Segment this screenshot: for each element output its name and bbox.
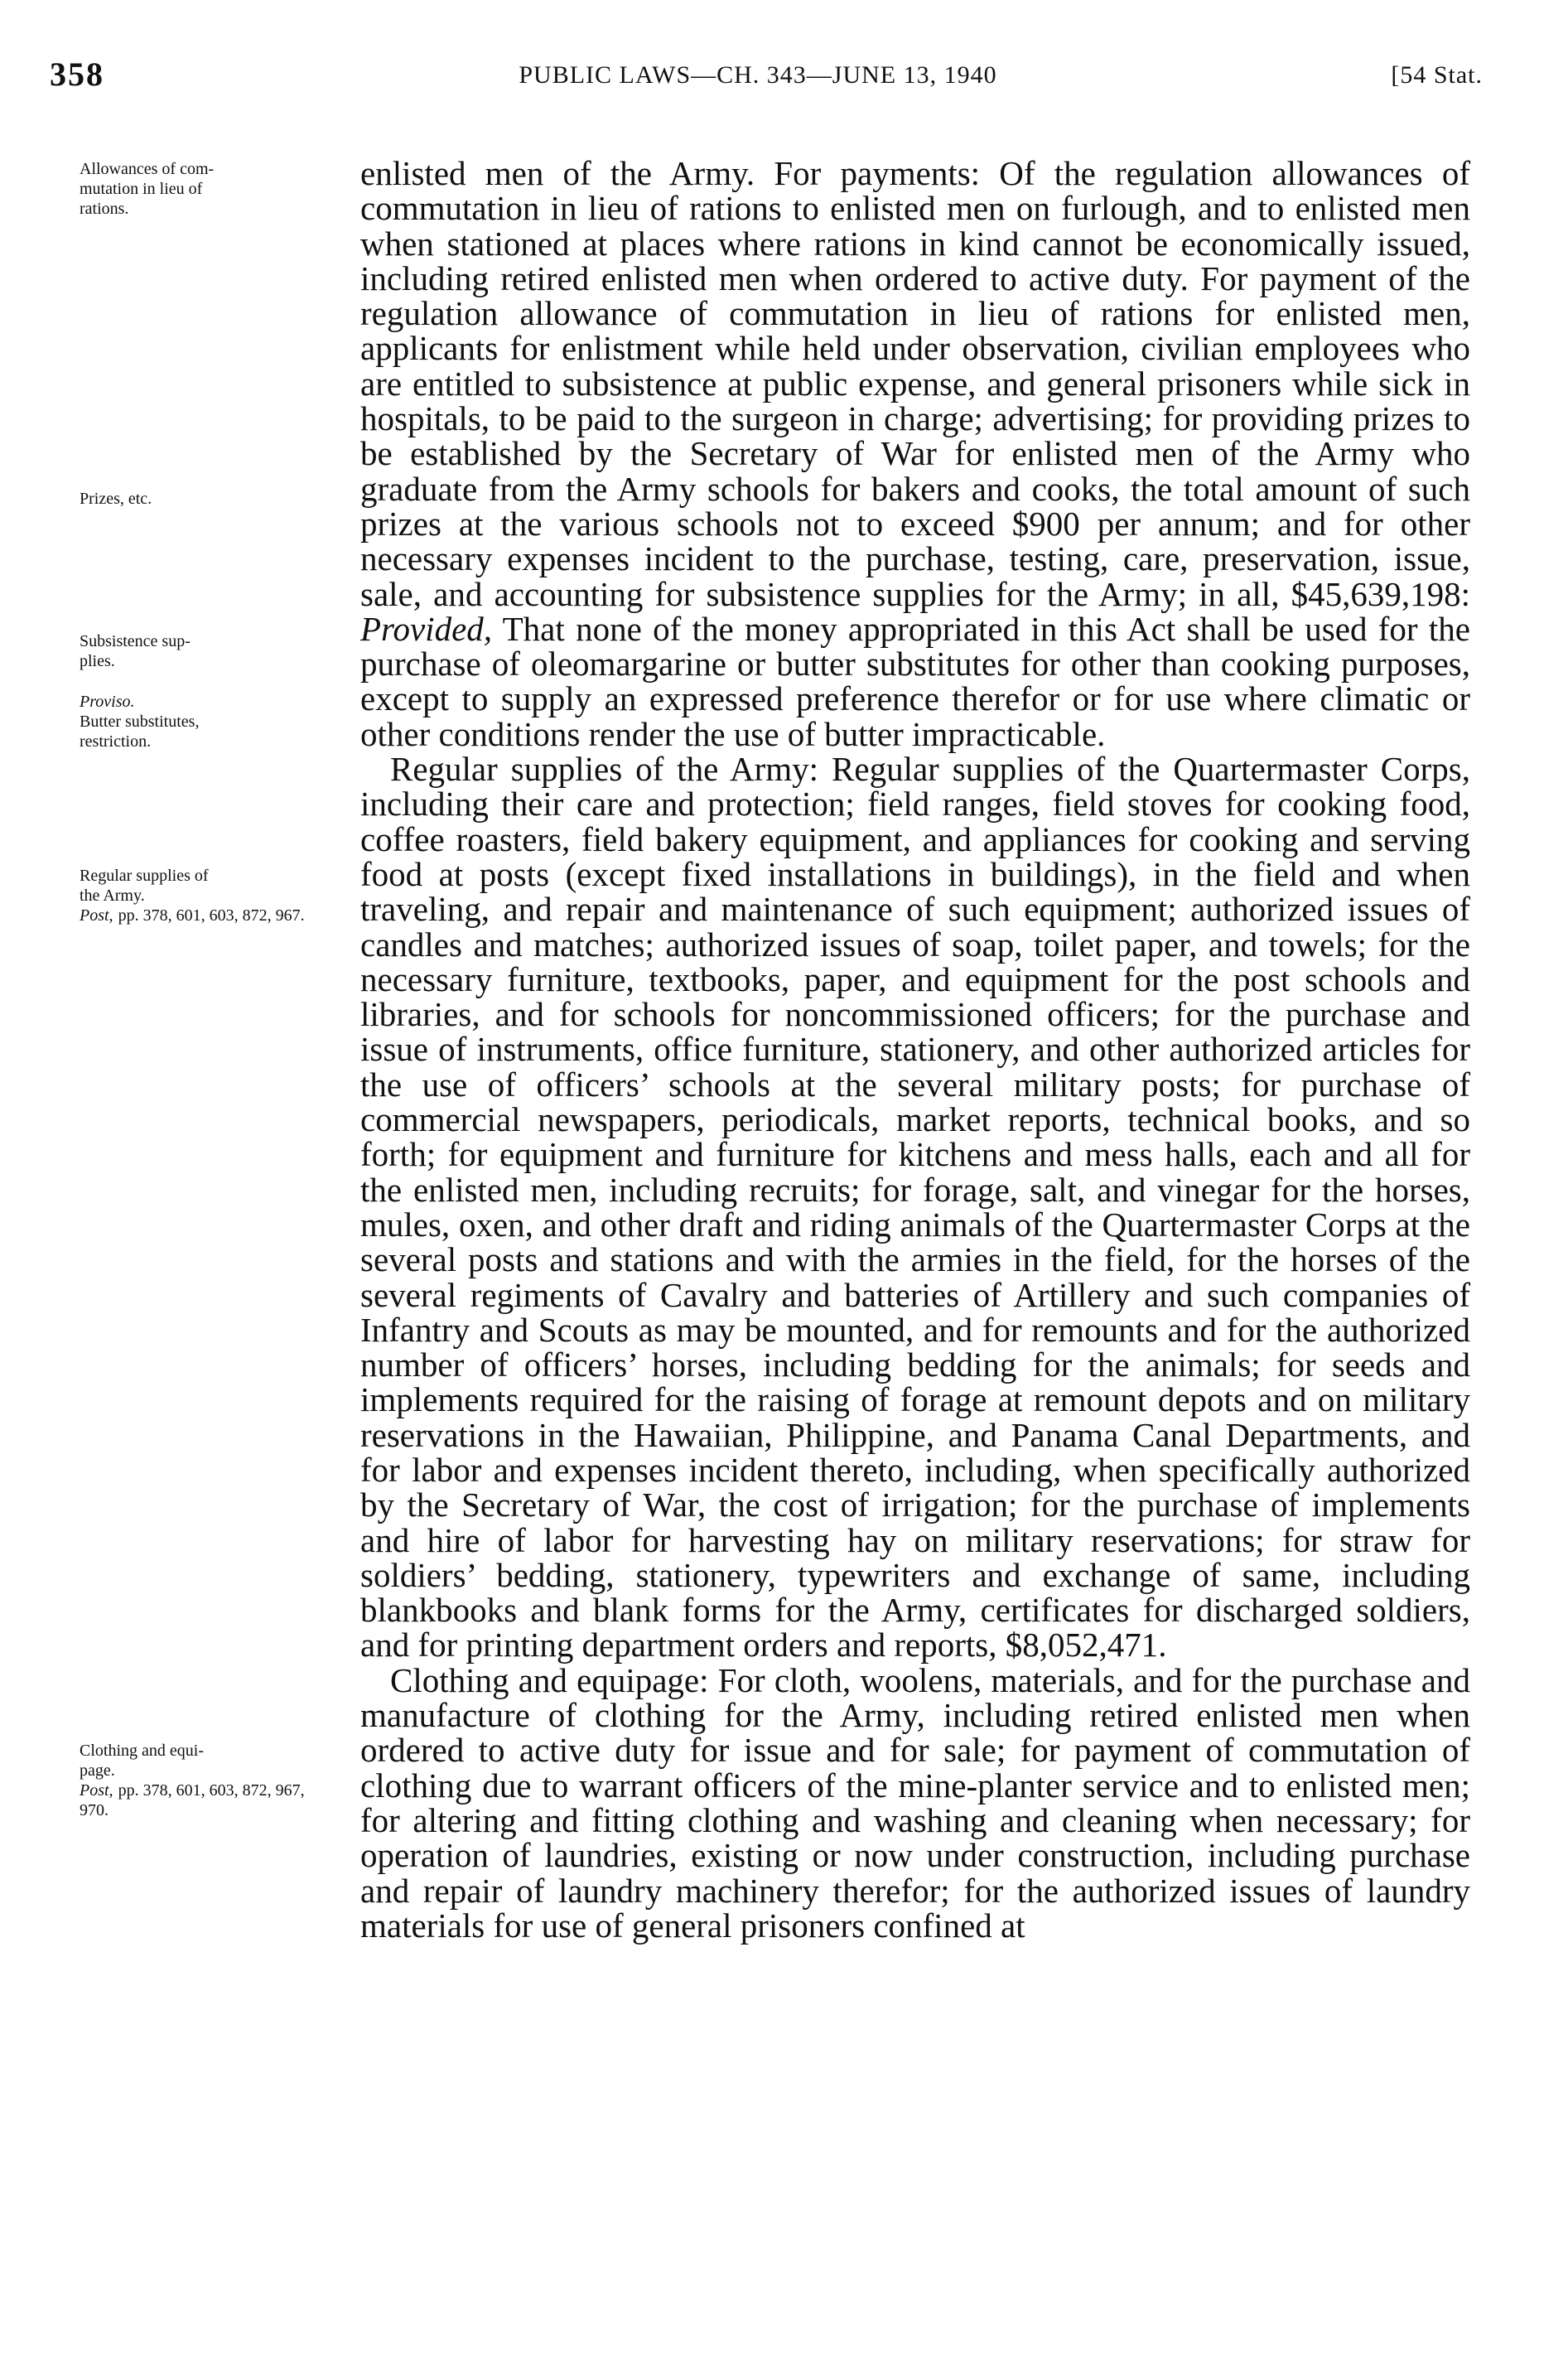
margin-note-allowances <box>80 159 328 219</box>
volume-reference: [54 Stat. <box>1391 61 1483 89</box>
margin-note-pages: pp. 378, 601, 603, 872, 967, 970. <box>80 1781 305 1819</box>
margin-note-line: Prizes, etc. <box>80 490 152 508</box>
proviso-word: Provided, <box>360 609 493 648</box>
paragraph-regular-supplies: Regular supplies of the Army: Regular supplies of the Quartermaster Corps, including their care and protection; field ranges, field stoves for cooking food, coffee roasters, field bakery equipment, and appliances for cooking and serving food at posts (except fixed installations in buildings), in the field and when traveling, and repair and maintenance of such equipment; authorized issues of candles and matches; authorized issues of soap, toilet paper, and towels; for the necessary furniture, textbooks, paper, and equipment for the post schools and libraries, and for schools for noncommissioned officers; for the purchase and issue of instruments, office furniture, stationery, and other authorized articles for the use of officers’ schools at the several military posts; for purchase of commercial newspapers, periodicals, market reports, technical books, and so forth; for equipment and furniture for kitchens and mess halls, each and all for the enlisted men, including recruits; for forage, salt, and vinegar for the horses, mules, oxen, and other draft and riding animals of the Quartermaster Corps at the several posts and stations and with the armies in the field, for the horses of the several regiments of Cavalry and batteries of Artillery and such companies of Infantry and Scouts as may be mounted, and for remounts and for the authorized number of officers’ horses, including bedding for the animals; for seeds and implements required for the raising of forage at remount depots and on military reservations in the Hawaiian, Philippine, and Panama Canal Departments, and for labor and expenses incident thereto, including, when specifically authorized by the Secretary of War, the cost of irrigation; for the purchase of implements and hire of labor for harvesting hay on military reservations; for straw for soldiers’ bedding, stationery, typewriters and exchange of same, including blankbooks and blank forms for the Army, certificates for discharged soldiers, and for printing department orders and reports, $8,052,471. <box>360 750 1470 1664</box>
margin-note-pages: pp. 378, 601, 603, 872, 967. <box>118 906 305 925</box>
margin-note-line: page. <box>80 1761 115 1780</box>
margin-note-crossref <box>80 906 328 925</box>
margin-note-regular-supplies <box>80 866 328 925</box>
margin-note-subsistence <box>80 631 328 671</box>
margin-note-line: plies. <box>80 652 115 670</box>
margin-note-proviso <box>80 692 328 751</box>
paragraph-text: enlisted men of the Army. For payments: Of the regulation allowances of commutation in lieu of rations to enlisted men on furlough, and to enlisted men when stationed at places where rations in kind cannot be economically issued, including retired enlisted men when ordered to active duty. For payment of the regulation allowance of commutation in lieu of rations for enlisted men, applicants for enlistment while held under observation, civilian employees who are entitled to subsistence at public expense, and general prisoners while sick in hospitals, to be paid to the surgeon in charge; advertising; for providing prizes to be established by the Secretary of War for enlisted men of the Army who graduate from the Army schools for bakers and cooks, the total amount of such prizes at the various schools not to exceed $900 per annum; and for other necessary expenses incident to the purchase, testing, care, preservation, issue, sale, and accounting for subsistence supplies for the Army; in all, $45,639,198: <box>360 154 1470 613</box>
paragraph-text: That none of the money appropriated in this Act shall be used for the purchase of oleomargarine or butter substitutes for other than cooking purposes, except to supply an expressed preference therefor or for use where climatic or other conditions render the use of butter impracticable. <box>360 609 1470 753</box>
margin-note-line: Allowances of com- <box>80 160 215 178</box>
page-number: 358 <box>50 56 104 93</box>
paragraph-subsistence <box>360 156 1470 751</box>
statute-body <box>360 156 1470 1943</box>
margin-note-line: Butter substitutes, <box>80 713 200 731</box>
margin-note-line: Regular supplies of <box>80 867 209 885</box>
margin-note-prizes <box>80 489 328 509</box>
margin-note-line: mutation in lieu of <box>80 180 203 198</box>
margin-note-line: rations. <box>80 200 129 218</box>
margin-note-line: Clothing and equi- <box>80 1742 204 1760</box>
margin-note-line: the Army. <box>80 887 145 905</box>
margin-note-post: Post, <box>80 906 113 925</box>
margin-note-crossref <box>80 1780 328 1820</box>
margin-note-post: Post, <box>80 1781 113 1800</box>
running-title: PUBLIC LAWS—CH. 343—JUNE 13, 1940 <box>519 61 997 89</box>
margin-note-line: restriction. <box>80 732 152 751</box>
page-header <box>33 55 1483 104</box>
paragraph-clothing: Clothing and equipage: For cloth, woolens, materials, and for the purchase and manufacture of clothing for the Army, including retired enlisted men when ordered to active duty for issue and for sale; for payment of commutation of clothing due to warrant officers of the mine-planter service and to enlisted men; for altering and fitting clothing and washing and cleaning when necessary; for operation of laundries, existing or now under construction, including purchase and repair of laundry machinery therefor; for the authorized issues of laundry materials for use of general prisoners confined at <box>360 1660 1470 1945</box>
margin-note-line: Subsistence sup- <box>80 632 191 650</box>
margin-note-proviso-label: Proviso. <box>80 693 135 711</box>
margin-note-clothing <box>80 1741 328 1820</box>
